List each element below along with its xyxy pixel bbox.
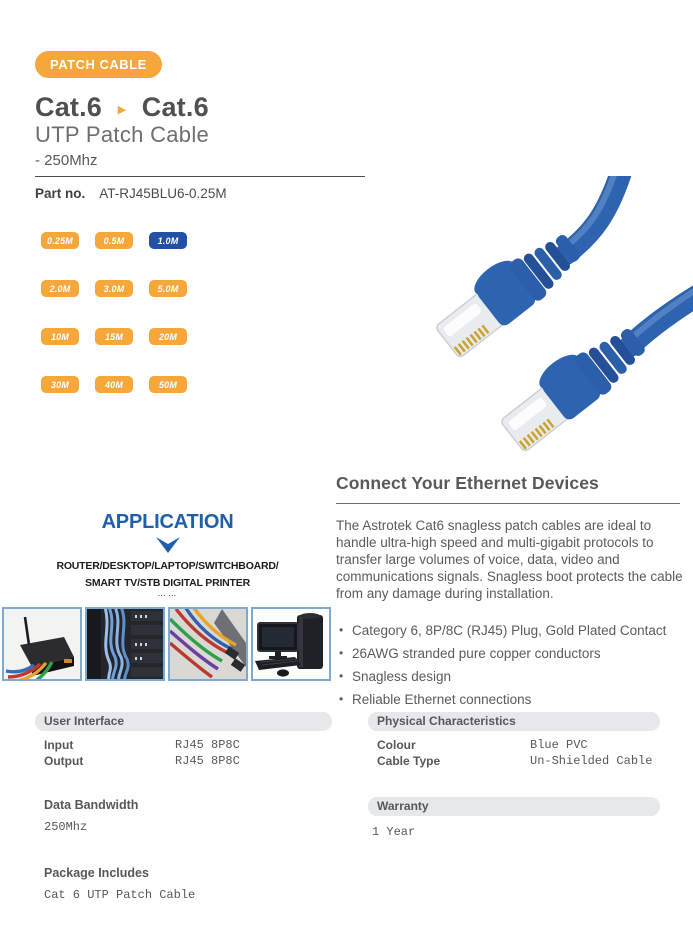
spec-row-cable-type: [368, 753, 660, 769]
length-button-20m[interactable]: 20M: [149, 328, 187, 345]
divider: [336, 503, 680, 504]
divider: [35, 176, 365, 177]
desktop-computer-photo: [251, 607, 331, 681]
rj45-connector-top: [427, 219, 587, 362]
arrow-right-icon: ▸: [118, 100, 126, 118]
patch-cable-badge: PATCH CABLE: [35, 51, 162, 78]
spec-value: RJ45 8P8C: [175, 738, 240, 752]
description-title: Connect Your Ethernet Devices: [336, 473, 599, 493]
length-button-30m[interactable]: 30M: [41, 376, 79, 393]
warranty-value: 1 Year: [372, 825, 416, 839]
application-photo-strip: [2, 607, 331, 681]
data-bandwidth-value: 250Mhz: [44, 820, 88, 834]
title-right: Cat.6: [141, 92, 209, 122]
package-includes-spec: [35, 866, 332, 902]
warranty-spec: [368, 797, 660, 839]
product-subtitle: UTP Patch Cable: [35, 122, 210, 147]
length-button-5-0m[interactable]: 5.0M: [149, 280, 187, 297]
package-includes-value: Cat 6 UTP Patch Cable: [44, 888, 196, 902]
package-includes-header: Package Includes: [44, 866, 149, 880]
spec-label: Cable Type: [377, 754, 441, 768]
length-button-40m[interactable]: 40M: [95, 376, 133, 393]
colored-network-cables-photo: [168, 607, 248, 681]
length-button-0-5m[interactable]: 0.5M: [95, 232, 133, 249]
feature-item: • 26AWG stranded pure copper conductors: [336, 642, 684, 665]
spec-value: Un-Shielded Cable: [530, 754, 653, 768]
patch-panel-blue-cables-photo: [85, 607, 165, 681]
application-devices-line2: SMART TV/STB DIGITAL PRINTER: [85, 577, 250, 589]
product-title: [35, 92, 209, 123]
spec-row-input: [35, 737, 332, 753]
length-button-1-0m-selected[interactable]: 1.0M: [149, 232, 187, 249]
warranty-header: Warranty: [368, 797, 660, 816]
description-body: The Astrotek Cat6 snagless patch cables are ideal to handle ultra-high speed and multi-gigabit protocols to transfer large volumes of voice, data, video and communications signals. Snagless boot protects the cable from any damage during installation.: [336, 518, 683, 601]
spec-value: Blue PVC: [530, 738, 588, 752]
user-interface-spec: [35, 712, 332, 769]
length-button-3-0m[interactable]: 3.0M: [95, 280, 133, 297]
length-button-0-25m[interactable]: 0.25M: [41, 232, 79, 249]
length-button-10m[interactable]: 10M: [41, 328, 79, 345]
length-button-50m[interactable]: 50M: [149, 376, 187, 393]
spec-row-output: [35, 753, 332, 769]
part-number-row: [35, 186, 227, 201]
rj45-connector-bottom: [492, 313, 652, 456]
product-image-blue-patch-cable: [380, 176, 693, 468]
data-bandwidth-spec: [35, 798, 332, 834]
length-button-15m[interactable]: 15M: [95, 328, 133, 345]
part-number-value: AT-RJ45BLU6-0.25M: [99, 186, 227, 201]
physical-characteristics-spec: [368, 712, 660, 769]
part-number-label: Part no.: [35, 186, 86, 201]
application-devices-line3: ... ...: [158, 592, 177, 598]
application-section: [0, 511, 335, 598]
spec-row-colour: [368, 737, 660, 753]
user-interface-header: User Interface: [35, 712, 332, 731]
physical-characteristics-header: Physical Characteristics: [368, 712, 660, 731]
spec-label: Input: [44, 738, 74, 752]
feature-list: [336, 619, 684, 711]
feature-item: • Reliable Ethernet connections: [336, 688, 684, 711]
data-bandwidth-header: Data Bandwidth: [44, 798, 139, 812]
feature-item: • Snagless design: [336, 665, 684, 688]
down-arrow-icon: [156, 537, 180, 553]
description-section: [336, 473, 684, 711]
application-devices-line1: ROUTER/DESKTOP/LAPTOP/SWITCHBOARD/: [56, 560, 279, 572]
spec-value: RJ45 8P8C: [175, 754, 240, 768]
application-title: APPLICATION: [101, 511, 234, 533]
length-button-2-0m[interactable]: 2.0M: [41, 280, 79, 297]
feature-item: • Category 6, 8P/8C (RJ45) Plug, Gold Plated Contact: [336, 619, 684, 642]
spec-label: Colour: [377, 738, 416, 752]
spec-label: Output: [44, 754, 84, 768]
frequency-label: - 250Mhz: [35, 152, 98, 169]
length-options: [41, 232, 187, 393]
title-left: Cat.6: [35, 92, 103, 122]
router-with-cables-photo: [2, 607, 82, 681]
